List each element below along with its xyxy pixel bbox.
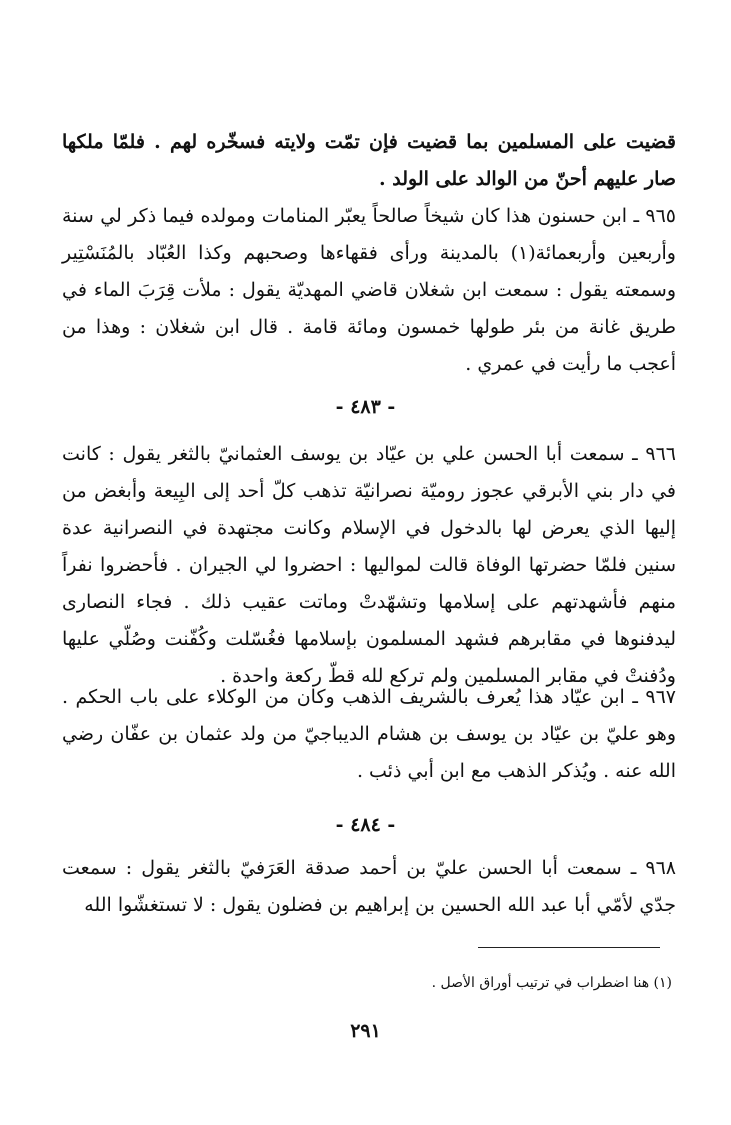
paragraph-967 [62, 679, 676, 790]
footnote: (١) هنا اضطراب في ترتيب أوراق الأصل . [431, 975, 672, 991]
paragraph-text: ٩٦٧ ـ ابن عيّاد هذا يُعرف بالشريف الذهب وكان من الوكلاء على باب الحكم . وهو عليّ بن عيّاد بن يوسف بن هشام الديباجيّ من ولد عثمان بن عفّان رضي الله عنه . ويُذكر الذهب مع ابن أبي ذئب . [62, 686, 676, 782]
page-number: ٢٩١ [350, 1020, 381, 1042]
paragraph-text: قضيت على المسلمين بما قضيت فإن تمّت ولايته فسخّره لهم . فلمّا ملكها صار عليهم أحنّ من الوالد على الولد . [62, 131, 676, 190]
section-number-483: - ٤٨٣ - [335, 396, 396, 418]
paragraph-text: ٩٦٦ ـ سمعت أبا الحسن علي بن عيّاد بن يوسف العثمانيّ بالثغر يقول : كانت في دار بني الأبرقي عجوز روميّة نصرانيّة تذهب كلّ أحد إلى البِيعة وأبغض من إليها الذي يعرض لها بالدخول في الإسلام وكانت مجتهدة في النصرانية عدة سنين فلمّا حضرتها الوفاة قالت لمواليها : احضروا لي الجيران . فأحضروا نفراً منهم فأشهدتهم على إسلامها وتشهّدتْ وماتت عقيب ذلك . فجاء النصارى ليدفنوها في مقابرهم فشهد المسلمون بإسلامها فغُسّلت وكُفّنت وصُلّي عليها ودُفنتْ في مقابر المسلمين ولم تركع لله قطّ ركعة واحدة . [62, 443, 676, 687]
paragraph-965 [62, 198, 676, 383]
paragraph-text: ٩٦٥ ـ ابن حسنون هذا كان شيخاً صالحاً يعبّر المنامات ومولده فيما ذكر لي سنة وأربعين وأربعمائة(١) بالمدينة ورأى فقهاءها وصحبهم وكذا العُبّاد بالمُنَسْتِير وسمعته يقول : سمعت ابن شغلان قاضي المهديّة يقول : ملأت قِرَبَ الماء في طريق غانة من بئر طولها خمسون ومائة قامة . قال ابن شغلان : وهذا من أعجب ما رأيت في عمري . [62, 205, 676, 375]
paragraph-966 [62, 436, 676, 695]
section-number-484: - ٤٨٤ - [335, 814, 396, 836]
paragraph-text: ٩٦٨ ـ سمعت أبا الحسن عليّ بن أحمد صدقة العَرَفيّ بالثغر يقول : سمعت جدّي لأمّي أبا عبد الله الحسين بن إبراهيم بن فضلون يقول : لا تستغشّوا الله [62, 857, 676, 916]
paragraph-continuation [62, 124, 676, 198]
paragraph-968 [62, 850, 676, 924]
footnote-divider [478, 947, 660, 948]
